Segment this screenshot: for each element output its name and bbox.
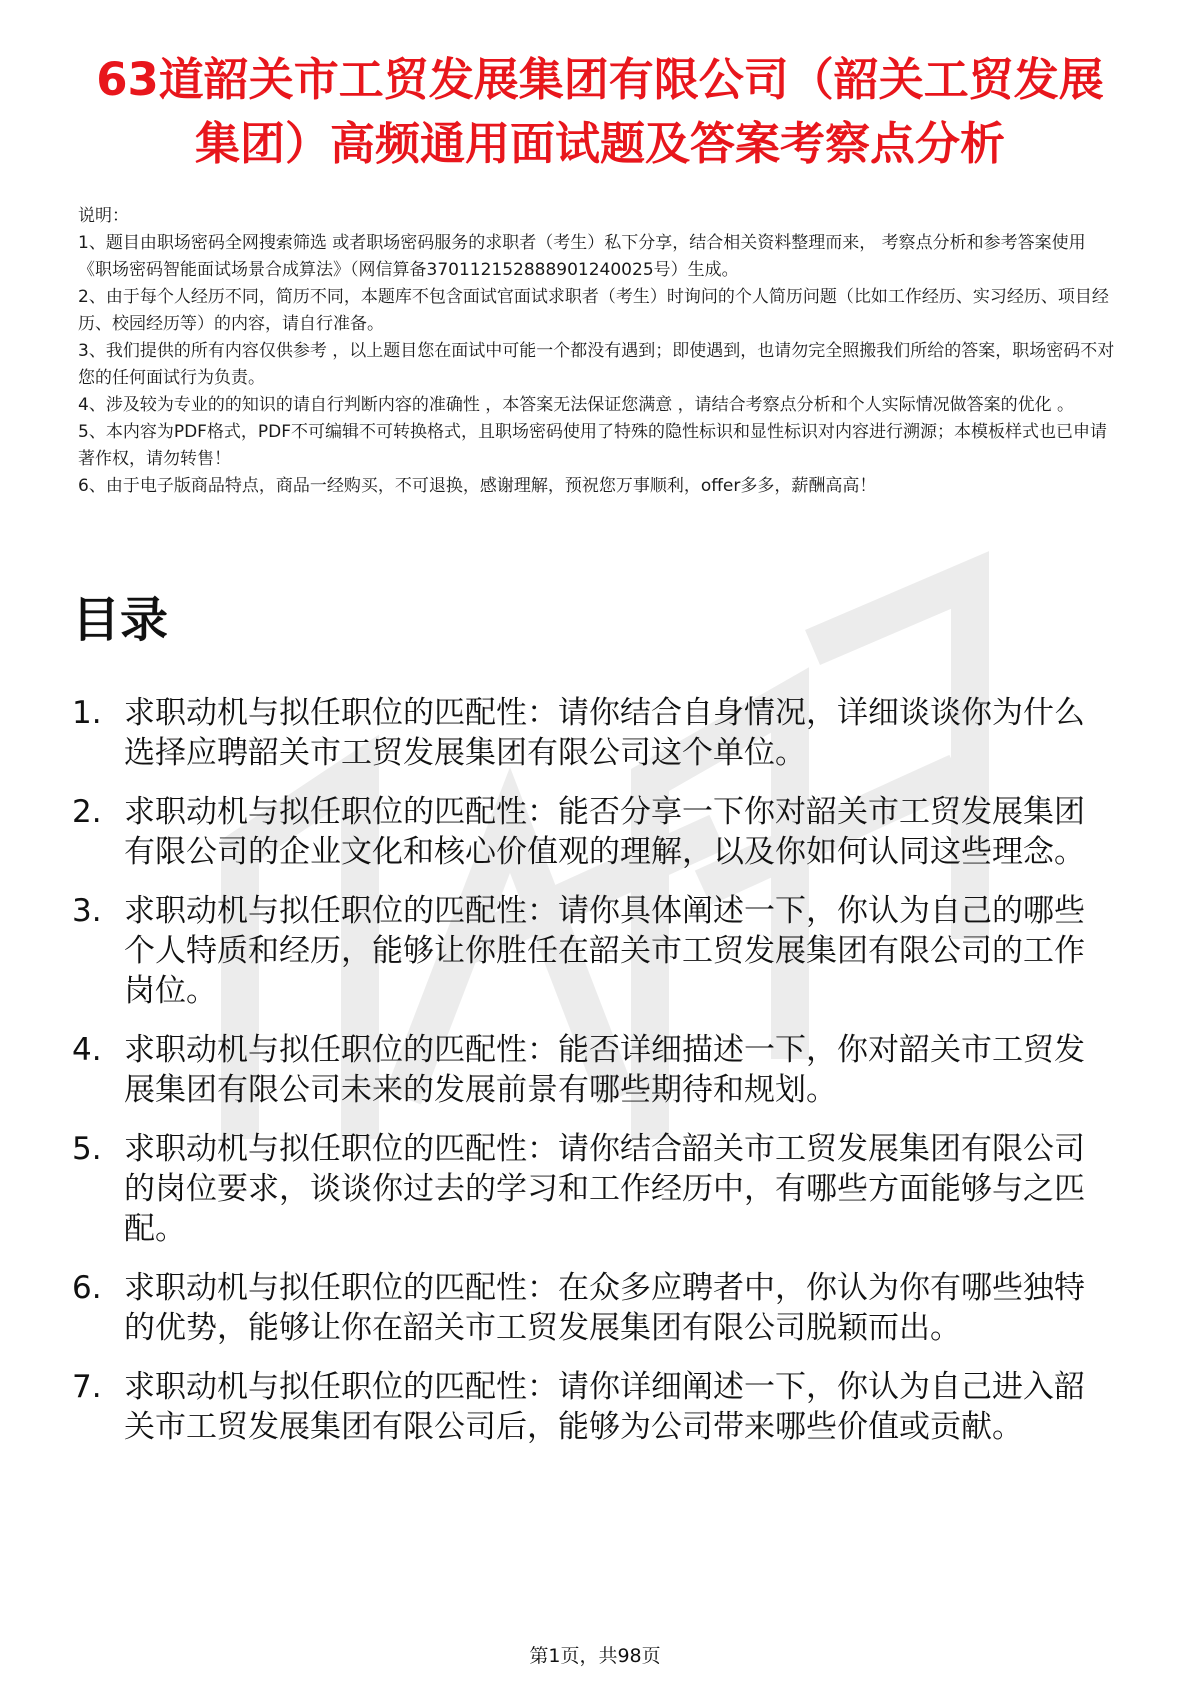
toc-item[interactable]: [72, 1129, 1112, 1249]
toc-item[interactable]: [72, 1030, 1112, 1110]
toc-item[interactable]: [72, 1268, 1112, 1348]
toc-item-number: 2.: [72, 794, 102, 830]
toc-item[interactable]: [72, 891, 1112, 1011]
toc-item-text: 求职动机与拟任职位的匹配性：请你具体阐述一下，你认为自己的哪些个人特质和经历，能够让你胜任在韶关市工贸发展集团有限公司的工作岗位。: [124, 893, 1085, 1009]
toc-item-number: 1.: [72, 695, 102, 731]
toc-item-number: 7.: [72, 1369, 102, 1405]
toc-item[interactable]: [72, 693, 1112, 773]
toc-item[interactable]: [72, 1367, 1112, 1447]
note-item: 5、本内容为PDF格式，PDF不可编辑不可转换格式，且职场密码使用了特殊的隐性标识和显性标识对内容进行溯源；本模板样式也已申请著作权，请勿转售！: [78, 422, 1108, 469]
notes-heading: 说明：: [78, 206, 129, 226]
toc-item-text: 求职动机与拟任职位的匹配性：请你详细阐述一下，你认为自己进入韶关市工贸发展集团有限公司后，能够为公司带来哪些价值或贡献。: [124, 1369, 1085, 1445]
toc-item-text: 求职动机与拟任职位的匹配性：请你结合韶关市工贸发展集团有限公司的岗位要求，谈谈你过去的学习和工作经历中，有哪些方面能够与之匹配。: [124, 1131, 1085, 1247]
table-of-contents: [72, 693, 1112, 1466]
note-item: 3、我们提供的所有内容仅供参考 ，以上题目您在面试中可能一个都没有遇到；即使遇到，也请勿完全照搬我们所给的答案，职场密码不对您的任何面试行为负责。: [78, 341, 1115, 388]
toc-item-text: 求职动机与拟任职位的匹配性：在众多应聘者中，你认为你有哪些独特的优势，能够让你在韶关市工贸发展集团有限公司脱颖而出。: [124, 1270, 1085, 1346]
toc-item-text: 求职动机与拟任职位的匹配性：能否详细描述一下，你对韶关市工贸发展集团有限公司未来的发展前景有哪些期待和规划。: [124, 1032, 1085, 1108]
toc-item-text: 求职动机与拟任职位的匹配性：能否分享一下你对韶关市工贸发展集团有限公司的企业文化和核心价值观的理解，以及你如何认同这些理念。: [124, 794, 1085, 870]
note-item: 1、题目由职场密码全网搜索筛选 或者职场密码服务的求职者（考生）私下分享，结合相关资料整理而来， 考察点分析和参考答案使用《职场密码智能面试场景合成算法》（网信算备370112152888901240025号）生成。: [78, 233, 1086, 280]
page-footer: 第1页，共98页: [529, 1645, 661, 1667]
toc-item-number: 6.: [72, 1270, 102, 1306]
note-item: 4、涉及较为专业的的知识的请自行判断内容的准确性 ，本答案无法保证您满意 ，请结合考察点分析和个人实际情况做答案的优化 。: [78, 395, 1075, 415]
document-title: 63道韶关市工贸发展集团有限公司（韶关工贸发展集团）高频通用面试题及答案考察点分析: [96, 53, 1104, 170]
notes-section: [78, 203, 1118, 500]
toc-item-number: 3.: [72, 893, 102, 929]
note-item: 6、由于电子版商品特点，商品一经购买，不可退换，感谢理解，预祝您万事顺利，offer多多，薪酬高高！: [78, 476, 877, 496]
toc-item[interactable]: [72, 792, 1112, 872]
note-item: 2、由于每个人经历不同，简历不同，本题库不包含面试官面试求职者（考生）时询问的个人简历问题（比如工作经历、实习经历、项目经历、校园经历等）的内容，请自行准备。: [78, 287, 1109, 334]
toc-heading: 目录: [72, 592, 169, 648]
toc-item-text: 求职动机与拟任职位的匹配性：请你结合自身情况，详细谈谈你为什么选择应聘韶关市工贸发展集团有限公司这个单位。: [124, 695, 1085, 771]
toc-item-number: 4.: [72, 1032, 102, 1068]
toc-item-number: 5.: [72, 1131, 102, 1167]
